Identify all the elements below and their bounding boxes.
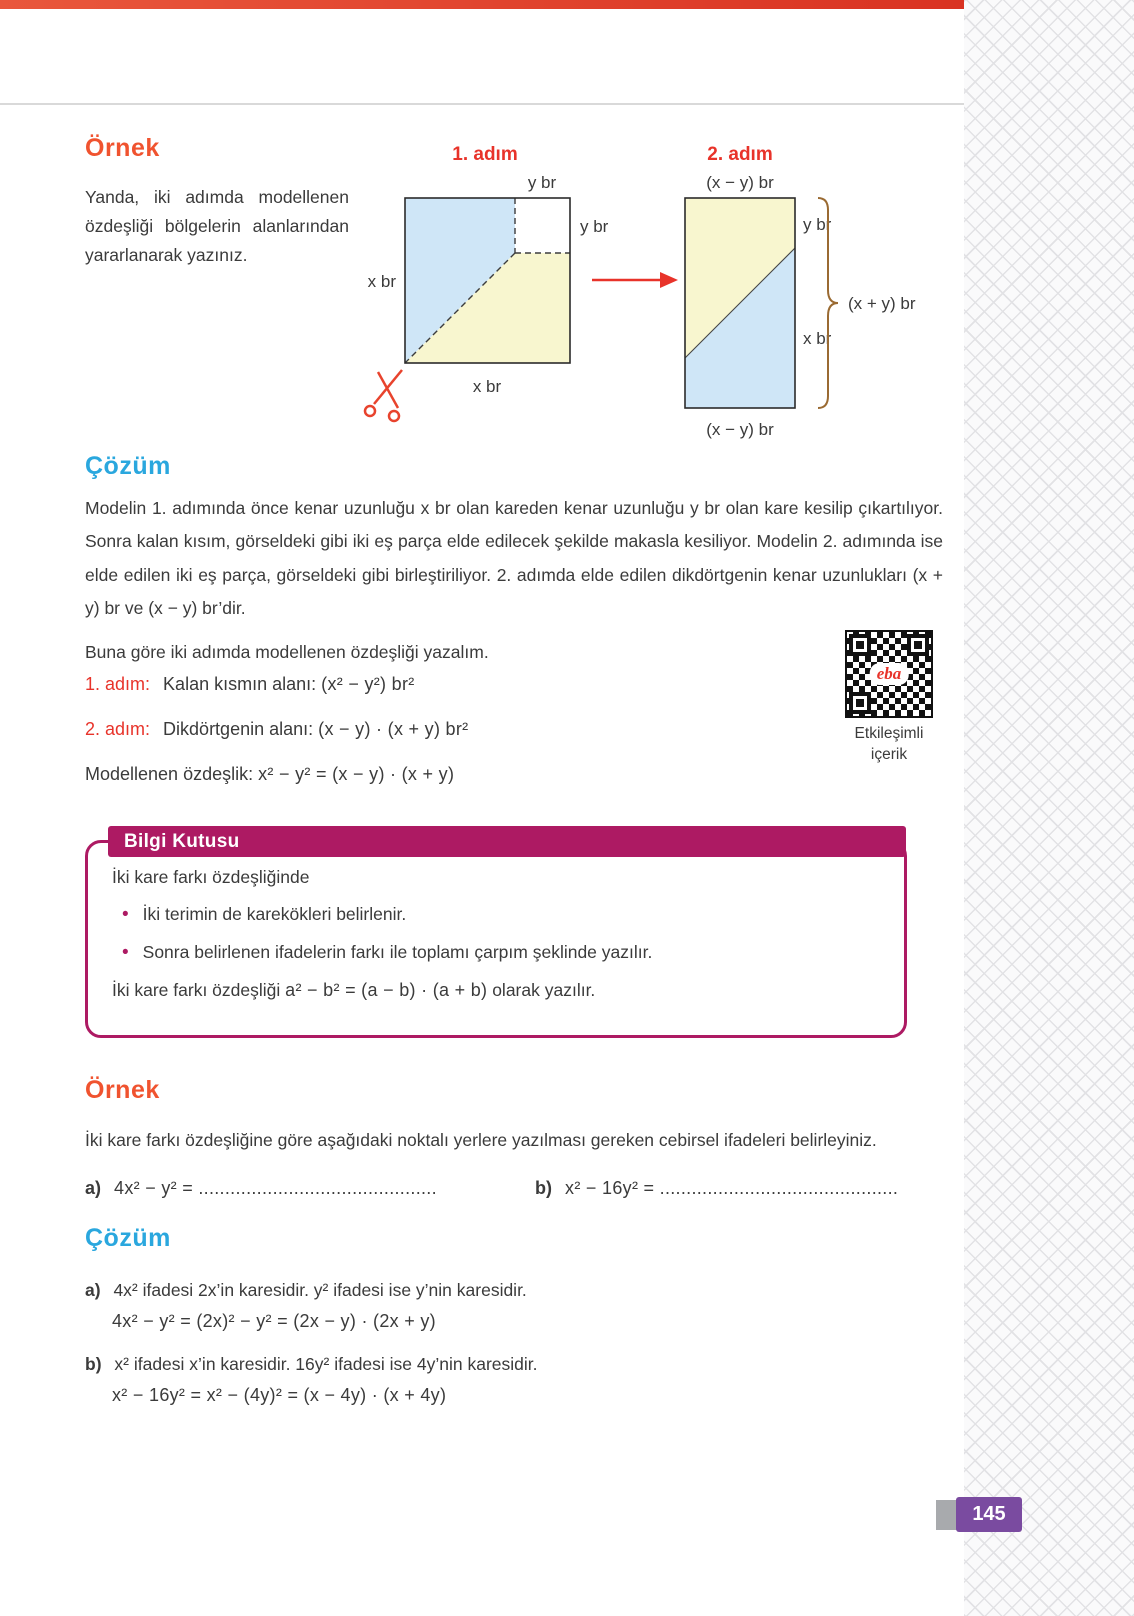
top-red-bar (0, 0, 964, 9)
info-bullet-2 (112, 942, 884, 964)
qr-caption-line2: içerik (870, 745, 908, 763)
label-y-br-right-top: y br (803, 215, 832, 234)
solution1-heading: Çözüm (85, 452, 171, 480)
solution2-a-text: 4x² ifadesi 2x’in karesidir. y² ifadesi ise y’nin karesidir. (113, 1280, 527, 1300)
example2-item-b (535, 1178, 898, 1199)
scissors-icon (365, 370, 402, 421)
solution1-paragraph1: Modelin 1. adımında önce kenar uzunluğu x br olan kareden kenar uzunluğu y br olan kare kesilip çıkartılıyor. Sonra kalan kısım, görseldeki gibi iki eş parça elde edilecek şekilde makasla kesiliyor. Modelin 2. adımında ise elde edilen iki eş parça, görseldeki gibi birleştiriliyor. 2. adımda elde edilen dikdörtgenin kenar uzunlukları (x + y) br ve (x − y) br’dir. (85, 498, 943, 618)
header-divider-line (0, 103, 964, 105)
solution2-a-formula: 4x² − y² = (2x)² − y² = (2x − y) · (2x + y) (112, 1311, 436, 1331)
solution2-a-label: a) (85, 1280, 101, 1300)
example1-intro-text: Yanda, iki adımda modellenen özdeşliği bölgelerin alanlarından yararlanarak yazınız. (85, 187, 349, 265)
qr-finder-bottom-left (849, 692, 871, 714)
example2-intro-text: İki kare farkı özdeşliğine göre aşağıdaki noktalı yerlere yazılması gereken cebirsel ifadeleri belirleyiniz. (85, 1130, 877, 1150)
step2-text: Dikdörtgenin alanı: (163, 719, 314, 739)
solution1-identity-line (85, 764, 454, 785)
step2-label: 2. adım: (85, 719, 151, 739)
bullet-icon: • (122, 904, 129, 925)
label-x-br-left: x br (367, 272, 396, 291)
label-x-br-right-bottom: x br (803, 329, 832, 348)
solution2-b-label: b) (85, 1354, 102, 1374)
crosshatch-margin-strip (964, 0, 1134, 1616)
label-y-br-right: y br (580, 217, 609, 236)
solution1-paragraph2: Buna göre iki adımda modellenen özdeşliği yazalım. (85, 642, 489, 662)
item-a-label: a) (85, 1178, 102, 1198)
example2-heading: Örnek (85, 1076, 160, 1104)
info-closing-line (112, 980, 884, 1001)
step1-text: Kalan kısmın alanı: (163, 674, 317, 694)
label-x-minus-y-bottom: (x − y) br (706, 420, 774, 439)
info-closing-prefix: İki kare farkı özdeşliği (112, 980, 281, 1000)
label-x-br-bottom: x br (472, 377, 502, 396)
item-a-formula: 4x² − y² = ............................................. (114, 1178, 437, 1198)
info-box-title: Bilgi Kutusu (108, 826, 906, 857)
info-bullet-1-text: İki terimin de karekökleri belirlenir. (142, 904, 407, 924)
solution1-step2-line (85, 719, 468, 740)
step2-formula: (x − y) · (x + y) br² (318, 719, 469, 739)
identity-formula: x² − y² = (x − y) · (x + y) (258, 764, 455, 784)
page-number-badge: 145 (956, 1497, 1022, 1532)
solution2-a-line (85, 1274, 527, 1307)
info-line1: İki kare farkı özdeşliğinde (112, 867, 310, 887)
step1-label: 1. adım: (85, 674, 151, 694)
item-b-label: b) (535, 1178, 552, 1198)
info-bullet-2-text: Sonra belirlenen ifadelerin farkı ile toplamı çarpım şeklinde yazılır. (142, 942, 653, 962)
figure-step1-title: 1. adım (452, 144, 518, 165)
qr-finder-top-right (907, 634, 929, 656)
figure-step2-title: 2. adım (707, 144, 773, 165)
solution2-b-line (85, 1348, 538, 1381)
info-bullet-1 (112, 904, 884, 926)
info-closing-formula: a² − b² = (a − b) · (a + b) (285, 980, 488, 1000)
info-box-content (112, 867, 884, 1017)
figure-step2 (668, 132, 968, 467)
solution1-step1-line (85, 674, 415, 695)
qr-caption-line1: Etkileşimli (854, 725, 924, 742)
item-b-formula: x² − 16y² = ............................................. (565, 1178, 899, 1198)
example2-item-a (85, 1178, 437, 1199)
label-y-br-top: y br (527, 173, 557, 192)
example1-heading: Örnek (85, 134, 160, 162)
eba-logo: eba (870, 663, 909, 685)
bullet-icon: • (122, 942, 129, 963)
qr-code (845, 630, 933, 718)
step1-formula: (x² − y²) br² (321, 674, 415, 694)
label-x-minus-y-top: (x − y) br (706, 173, 774, 192)
solution2-b-text: x² ifadesi x’in karesidir. 16y² ifadesi ise 4y’nin karesidir. (114, 1354, 538, 1374)
identity-label: Modellenen özdeşlik: (85, 764, 254, 784)
solution2-heading: Çözüm (85, 1224, 171, 1252)
info-box (85, 840, 907, 1038)
solution2-b-formula: x² − 16y² = x² − (4y)² = (x − 4y) · (x + 4y) (112, 1385, 447, 1405)
qr-caption (832, 724, 946, 766)
qr-finder-top-left (849, 634, 871, 656)
info-closing-suffix: olarak yazılır. (492, 980, 596, 1000)
label-x-plus-y-brace: (x + y) br (848, 294, 916, 313)
